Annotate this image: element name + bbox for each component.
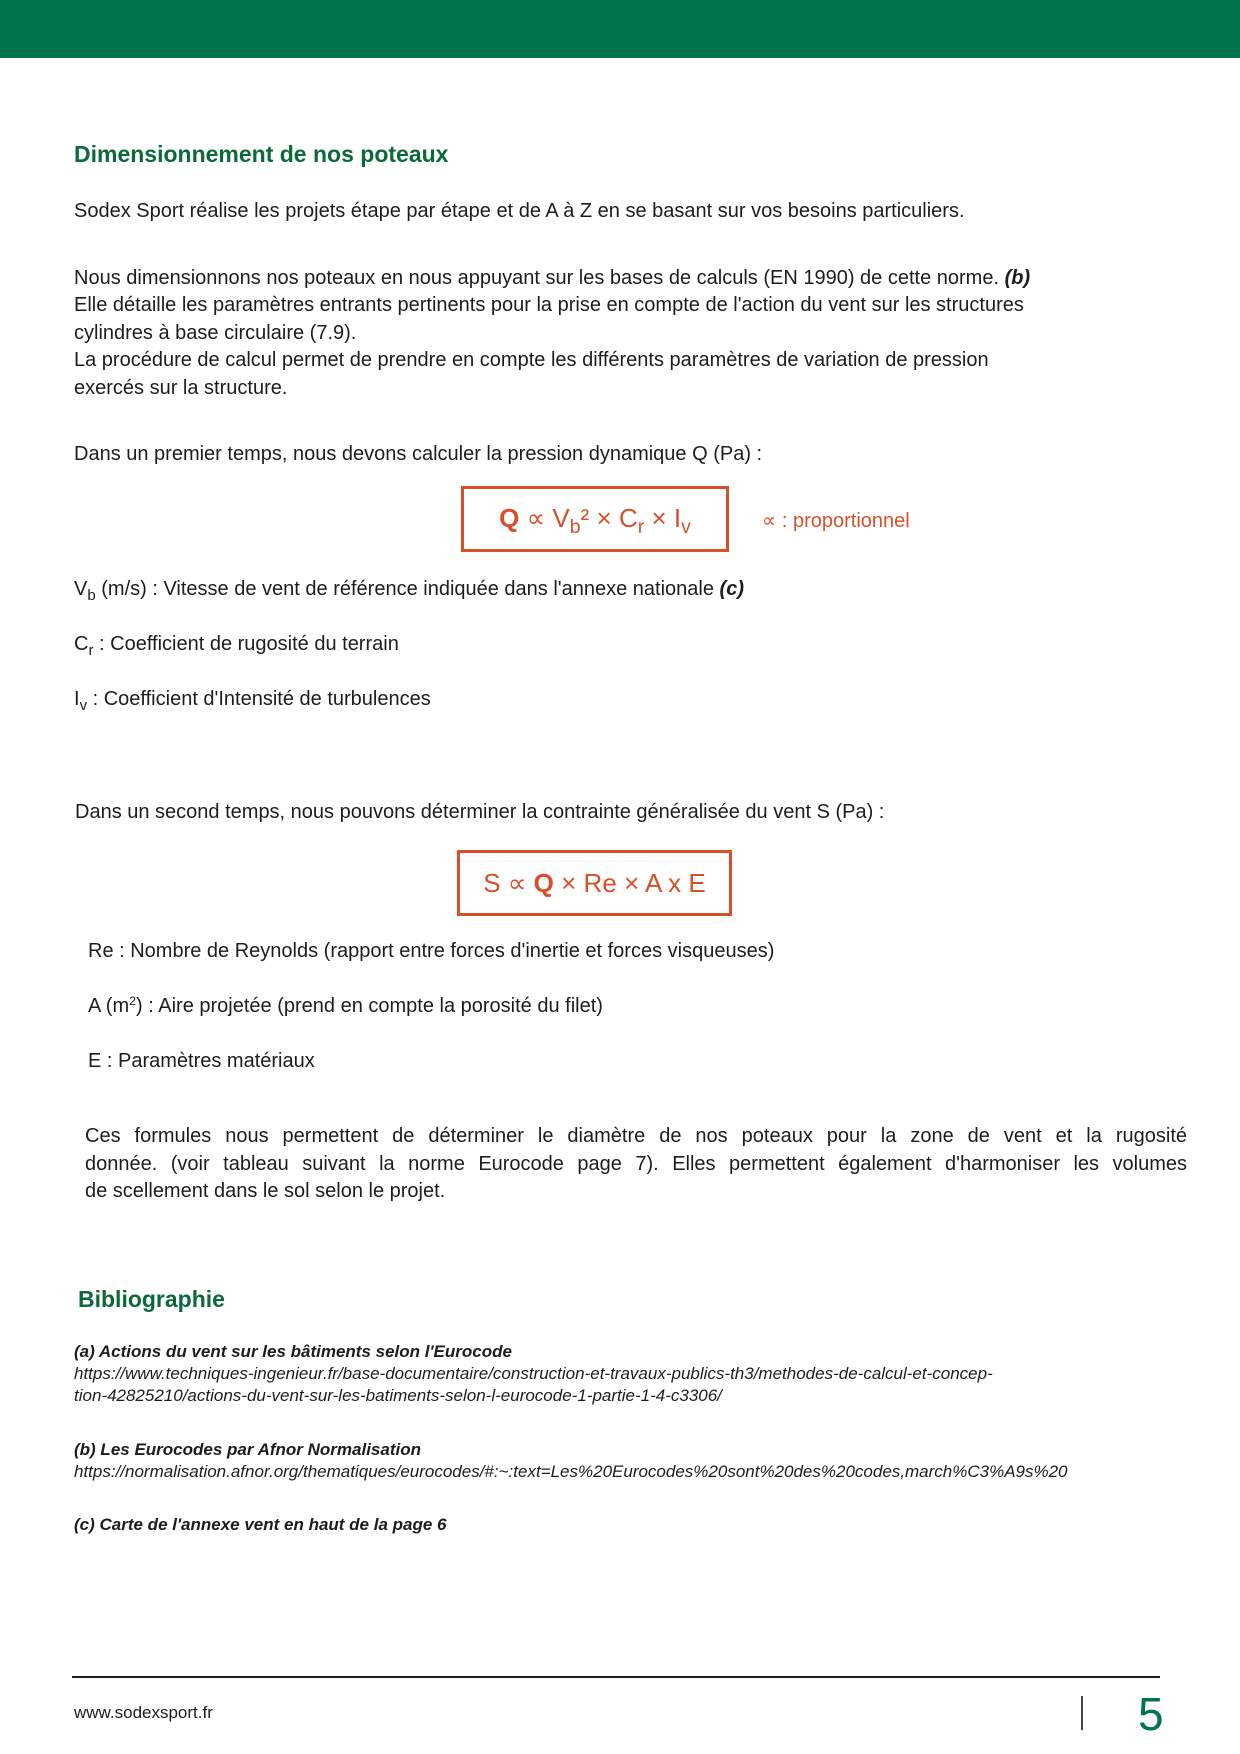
bibliography-entry-a	[74, 1341, 993, 1407]
norm-paragraph	[74, 265, 1030, 402]
step2-text: Dans un second temps, nous pouvons déterminer la contrainte généralisée du vent S (Pa) :	[75, 801, 885, 823]
footer-divider	[1081, 1696, 1083, 1730]
variable-description: : Coefficient d'Intensité de turbulences	[92, 688, 431, 710]
paragraph-line: Ces formules nous permettent de déterminer le diamètre de nos poteaux pour la zone de vent et la rugosité	[85, 1125, 1187, 1147]
formula-wind-stress-box	[457, 850, 732, 916]
variable-a-superscript: 2	[129, 993, 137, 1008]
formula2	[483, 868, 705, 898]
formula1-i: I	[673, 502, 682, 533]
variable-description: : Coefficient de rugosité du terrain	[99, 633, 399, 655]
paragraph-line: donnée. (voir tableau suivant la norme Eurocode page 7). Elles permettent également d'harmoniser les volumes	[85, 1152, 1187, 1175]
formula2-part2: × Re × A x E	[561, 868, 706, 898]
bibliography-entry-b	[74, 1439, 1068, 1483]
variable-description: (m/s) : Vitesse de vent de référence indiquée dans l'annexe nationale	[101, 578, 714, 600]
formula-dynamic-pressure-box	[461, 486, 729, 552]
formula2-q: Q	[533, 868, 554, 898]
variable-iv	[74, 685, 431, 715]
variable-subscript: v	[79, 696, 88, 714]
formula1-i-subscript: v	[681, 515, 691, 538]
proportional-legend: ∝ : proportionnel	[762, 510, 910, 532]
bibliography-entry-title: (c) Carte de l'annexe vent en haut de la page 6	[74, 1515, 447, 1534]
variable-subscript: r	[88, 641, 94, 659]
formula1-c: C	[618, 502, 638, 533]
variable-cr	[74, 630, 399, 660]
formula1	[499, 503, 691, 536]
formula2-part1: S ∝	[483, 868, 527, 898]
variable-e: E : Paramètres matériaux	[88, 1050, 315, 1072]
variable-re: Re : Nombre de Reynolds (rapport entre forces d'inertie et forces visqueuses)	[88, 940, 775, 962]
paragraph-line: La procédure de calcul permet de prendre en compte les différents paramètres de variation de pression	[74, 349, 989, 372]
paragraph-line: de scellement dans le sol selon le projet.	[85, 1180, 446, 1202]
variable-symbol: V	[74, 578, 88, 600]
paragraph-line: Elle détaille les paramètres entrants pertinents pour la prise en compte de l'action du vent sur les structures	[74, 294, 1024, 317]
bibliography-entry-url[interactable]: tion-42825210/actions-du-vent-sur-les-batiments-selon-l-eurocode-1-partie-1-4-c3306/	[74, 1386, 722, 1405]
formula1-v-subscript: b	[569, 515, 581, 538]
paragraph-line: exercés sur la structure.	[74, 376, 288, 399]
formula1-v: V	[552, 502, 570, 533]
times-symbol: ×	[596, 502, 612, 533]
page-number: 5	[1138, 1688, 1164, 1740]
bibliography-entry-c	[74, 1514, 447, 1536]
formula1-q: Q	[499, 502, 520, 533]
bibliography-entry-url[interactable]: https://normalisation.afnor.org/thematiques/eurocodes/#:~:text=Les%20Eurocodes%20sont%20des%20codes,march%C3%A9s%20	[74, 1462, 1068, 1481]
bibliography-title: Bibliographie	[78, 1286, 225, 1312]
variable-subscript: b	[87, 586, 96, 604]
times-symbol: ×	[651, 502, 667, 533]
variable-vb	[74, 575, 744, 605]
bibliography-entry-title: (a) Actions du vent sur les bâtiments selon l'Eurocode	[74, 1342, 512, 1361]
variable-a-after: ) : Aire projetée (prend en compte la porosité du filet)	[136, 995, 603, 1017]
intro-paragraph: Sodex Sport réalise les projets étape par étape et de A à Z en se basant sur vos besoins particuliers.	[74, 200, 965, 222]
proportional-symbol: ∝	[526, 502, 546, 533]
paragraph-line: cylindres à base circulaire (7.9).	[74, 321, 357, 344]
header-bar	[0, 0, 1240, 58]
paragraph-line	[74, 265, 1030, 292]
step1-text: Dans un premier temps, nous devons calculer la pression dynamique Q (Pa) :	[74, 443, 763, 465]
formula1-square: ²	[580, 502, 590, 533]
footer-rule	[72, 1676, 1160, 1678]
variable-a-before: A (m	[88, 995, 130, 1017]
variable-a	[88, 992, 603, 1022]
reference-marker-c: (c)	[719, 578, 744, 600]
bibliography-entry-url[interactable]: https://www.techniques-ingenieur.fr/base-documentaire/construction-et-travaux-publics-th3/methodes-de-calcul-et-concep-	[74, 1364, 993, 1383]
section-title: Dimensionnement de nos poteaux	[74, 141, 449, 167]
bibliography-entry-title: (b) Les Eurocodes par Afnor Normalisation	[74, 1440, 421, 1459]
conclusion-paragraph	[85, 1123, 1187, 1206]
variable-symbol: I	[74, 688, 80, 710]
variable-symbol: C	[74, 633, 89, 655]
formula1-c-subscript: r	[637, 515, 645, 538]
paragraph-line-text: Nous dimensionnons nos poteaux en nous appuyant sur les bases de calculs (EN 1990) de cette norme.	[74, 267, 999, 289]
reference-marker-b: (b)	[1004, 267, 1031, 289]
footer-website-link[interactable]: www.sodexsport.fr	[74, 1703, 213, 1722]
